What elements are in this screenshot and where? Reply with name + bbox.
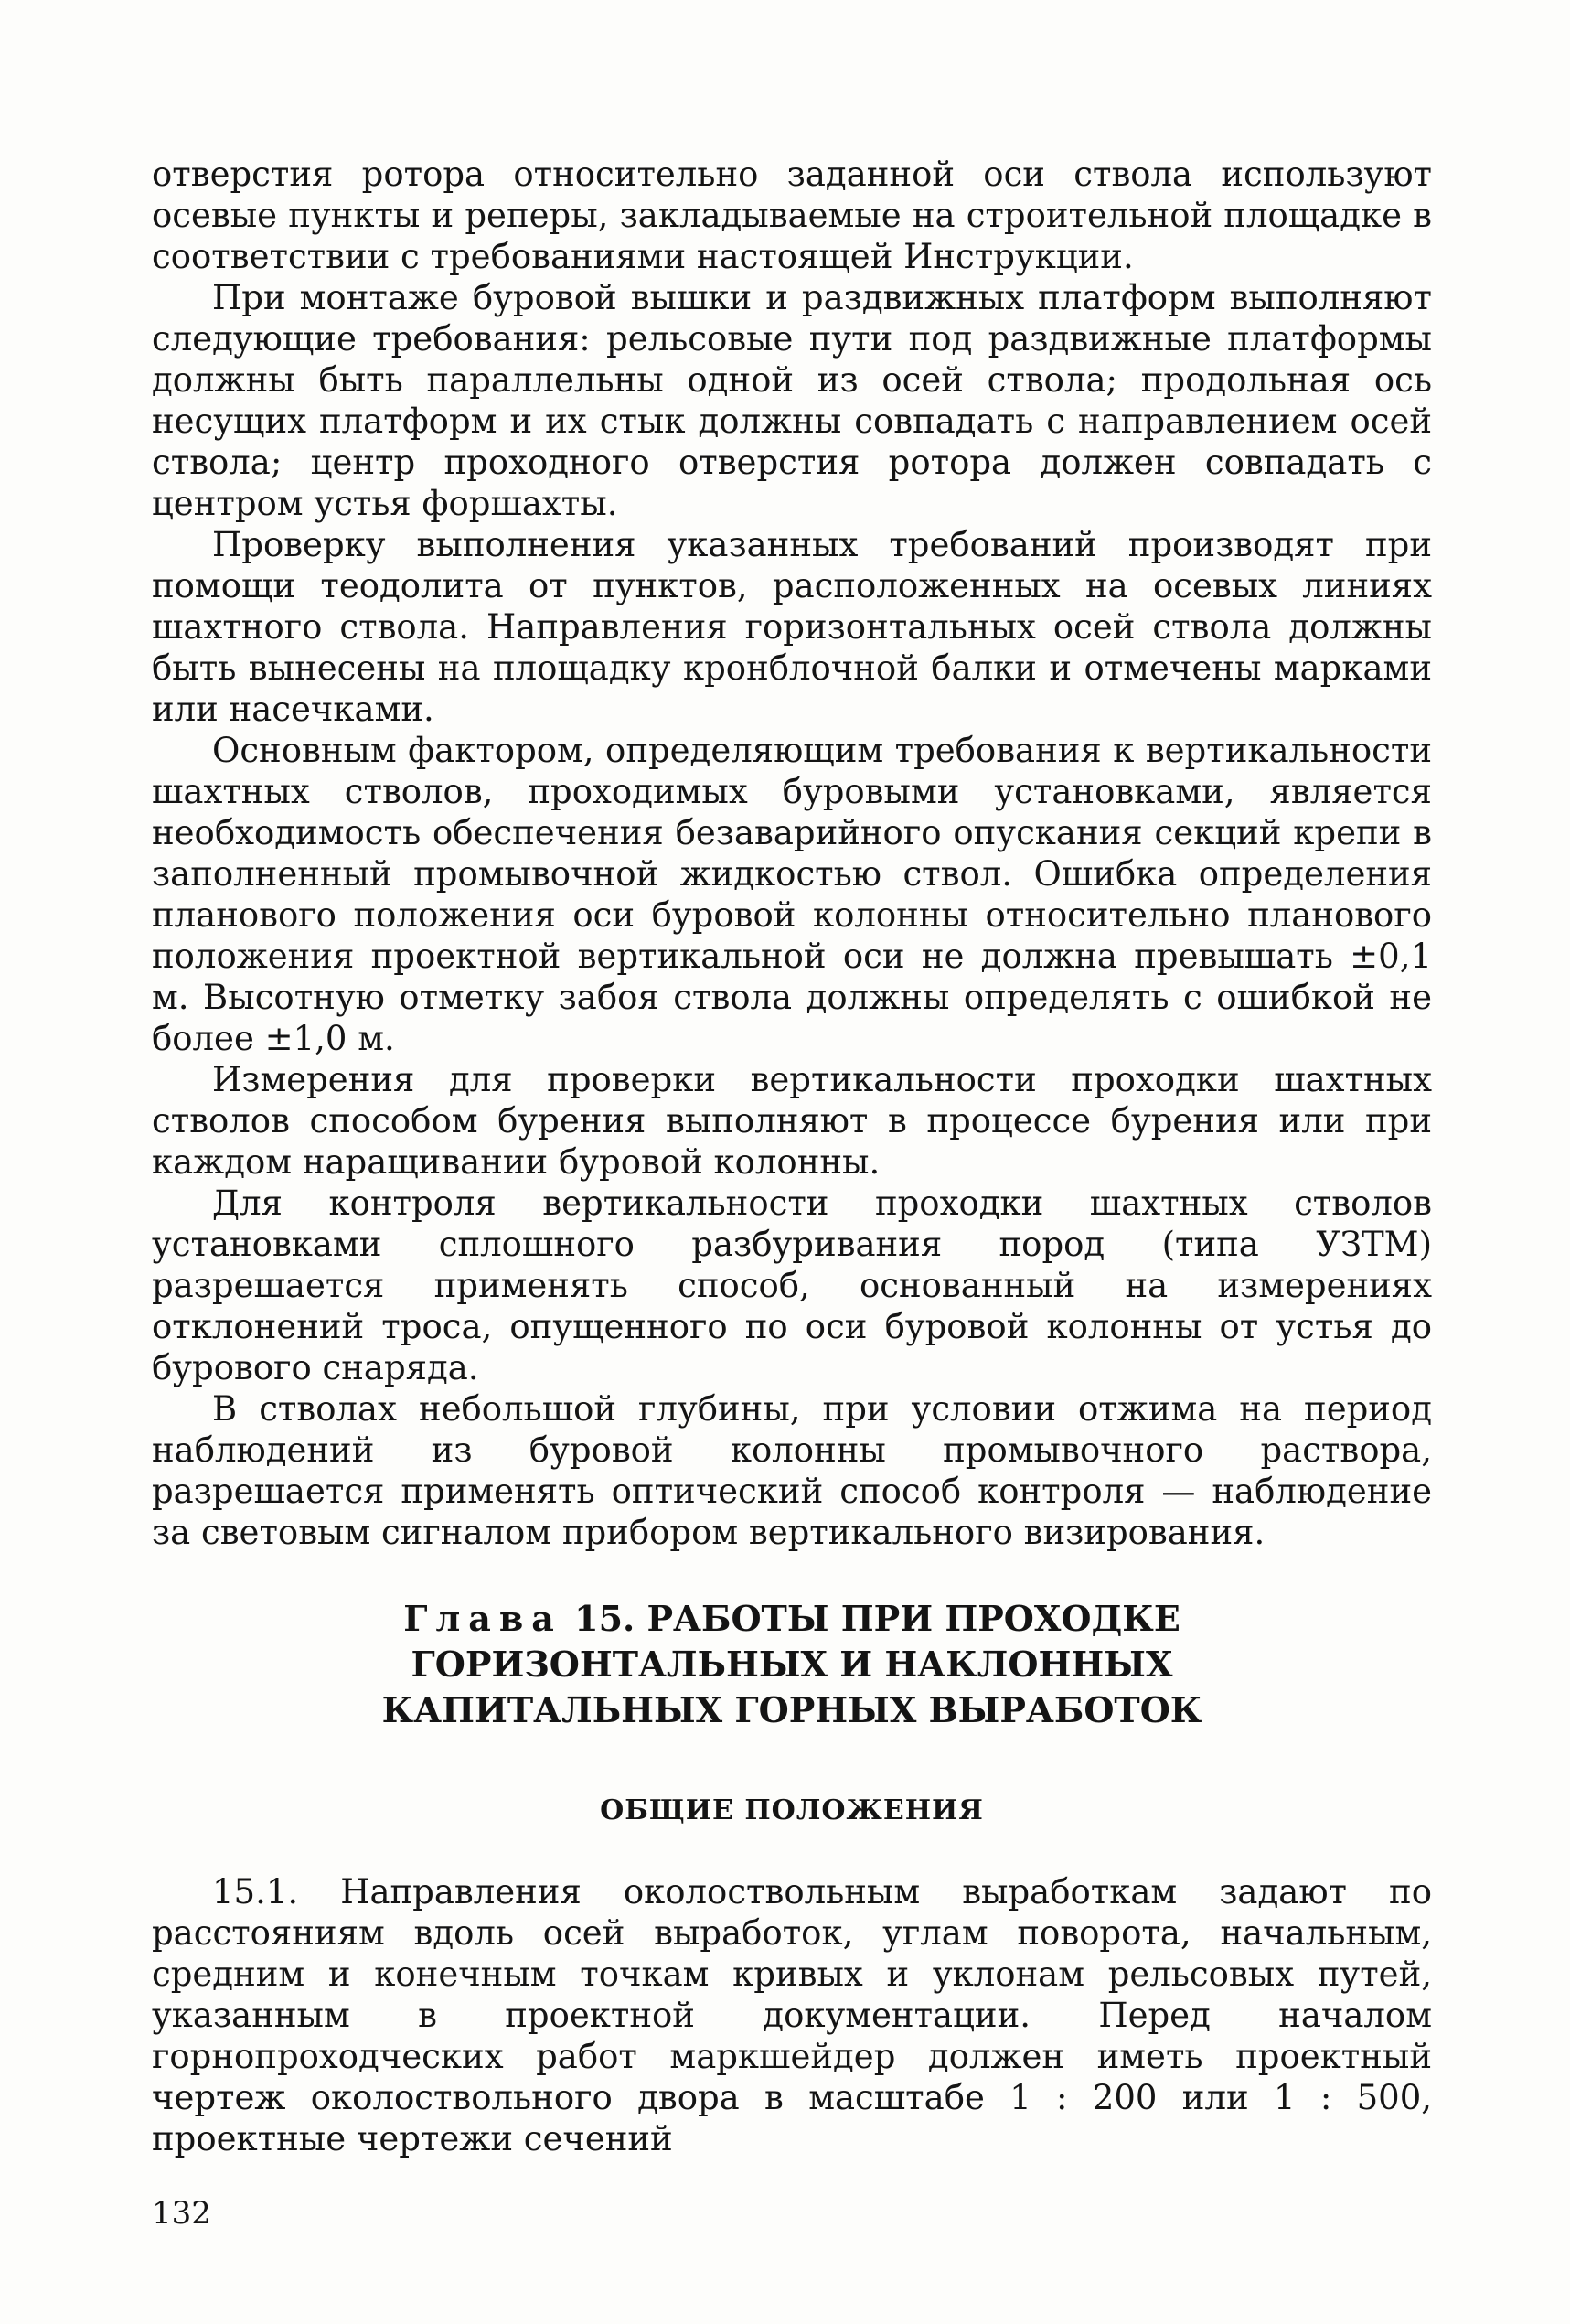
paragraph-optical-method: В стволах небольшой глубины, при условии отжима на период наблюдений из буровой колонны промывочного раствора, разрешается применять оптический способ контроля — наблюдение за световым сигналом прибором вертикального визирования. [152, 1389, 1432, 1552]
section-heading: ОБЩИЕ ПОЛОЖЕНИЯ [600, 1794, 984, 1826]
chapter-heading-line-1 [152, 1596, 1432, 1642]
paragraph-theodolite-check: Проверку выполнения указанных требований производят при помощи теодолита от пунктов, расположенных на осевых линиях шахтного ствола. Направления горизонтальных осей ствола должны быть вынесены на площадку кронблочной балки и отмечены марками или насечками. [152, 525, 1432, 729]
section-body [152, 1871, 1432, 2159]
chapter-heading-line-3: КАПИТАЛЬНЫХ ГОРНЫХ ВЫРАБОТОК [381, 1689, 1202, 1730]
chapter-label: Глава [403, 1598, 562, 1639]
page-number: 132 [152, 2195, 211, 2232]
paragraph-rope-method: Для контроля вертикальности проходки шахтных стволов установками сплошного разбуривания пород (типа УЗТМ) разрешается применять способ, основанный на измерениях отклонений троса, опущенного по оси буровой колонны от устья до бурового снаряда. [152, 1183, 1432, 1387]
paragraph-measurements: Измерения для проверки вертикальности проходки шахтных стволов способом бурения выполняют в процессе бурения или при каждом наращивании буровой колонны. [152, 1060, 1432, 1182]
paragraph-15-1: 15.1. Направления околоствольным выработкам задают по расстояниям вдоль осей выработок, углам поворота, начальным, средним и конечным точкам кривых и уклонам рельсовых путей, указанным в проектной документации. Перед началом горнопроходческих работ маркшейдер должен иметь проектный чертеж околоствольного двора в масштабе 1 : 200 или 1 : 500, проектные чертежи сечений [152, 1872, 1432, 2158]
chapter-heading-line-2: ГОРИЗОНТАЛЬНЫХ И НАКЛОННЫХ [411, 1644, 1173, 1685]
body-text [152, 154, 1432, 1553]
paragraph-verticality-factor: Основным фактором, определяющим требования к вертикальности шахтных стволов, проходимых буровыми установками, является необходимость обеспечения безаварийного опускания секций крепи в заполненный промывочной жидкостью ствол. Ошибка определения планового положения оси буровой колонны относительно планового положения проектной вертикальной оси не должна превышать ±0,1 м. Высотную отметку забоя ствола должны определять с ошибкой не более ±1,0 м. [152, 731, 1432, 1058]
paragraph-platform-requirements: При монтаже буровой вышки и раздвижных платформ выполняют следующие требования: рельсовые пути под раздвижные платформы должны быть параллельны одной из осей ствола; продольная ось несущих платформ и их стык должны совпадать с направлением осей ствола; центр проходного отверстия ротора должен совпадать с центром устья форшахты. [152, 278, 1432, 523]
chapter-title-part-1: 15. РАБОТЫ ПРИ ПРОХОДКЕ [574, 1598, 1180, 1639]
chapter-heading [152, 1596, 1432, 1733]
paragraph-continuation: отверстия ротора относительно заданной оси ствола используют осевые пункты и реперы, закладываемые на строительной площадке в соответствии с требованиями настоящей Инструкции. [152, 155, 1432, 276]
